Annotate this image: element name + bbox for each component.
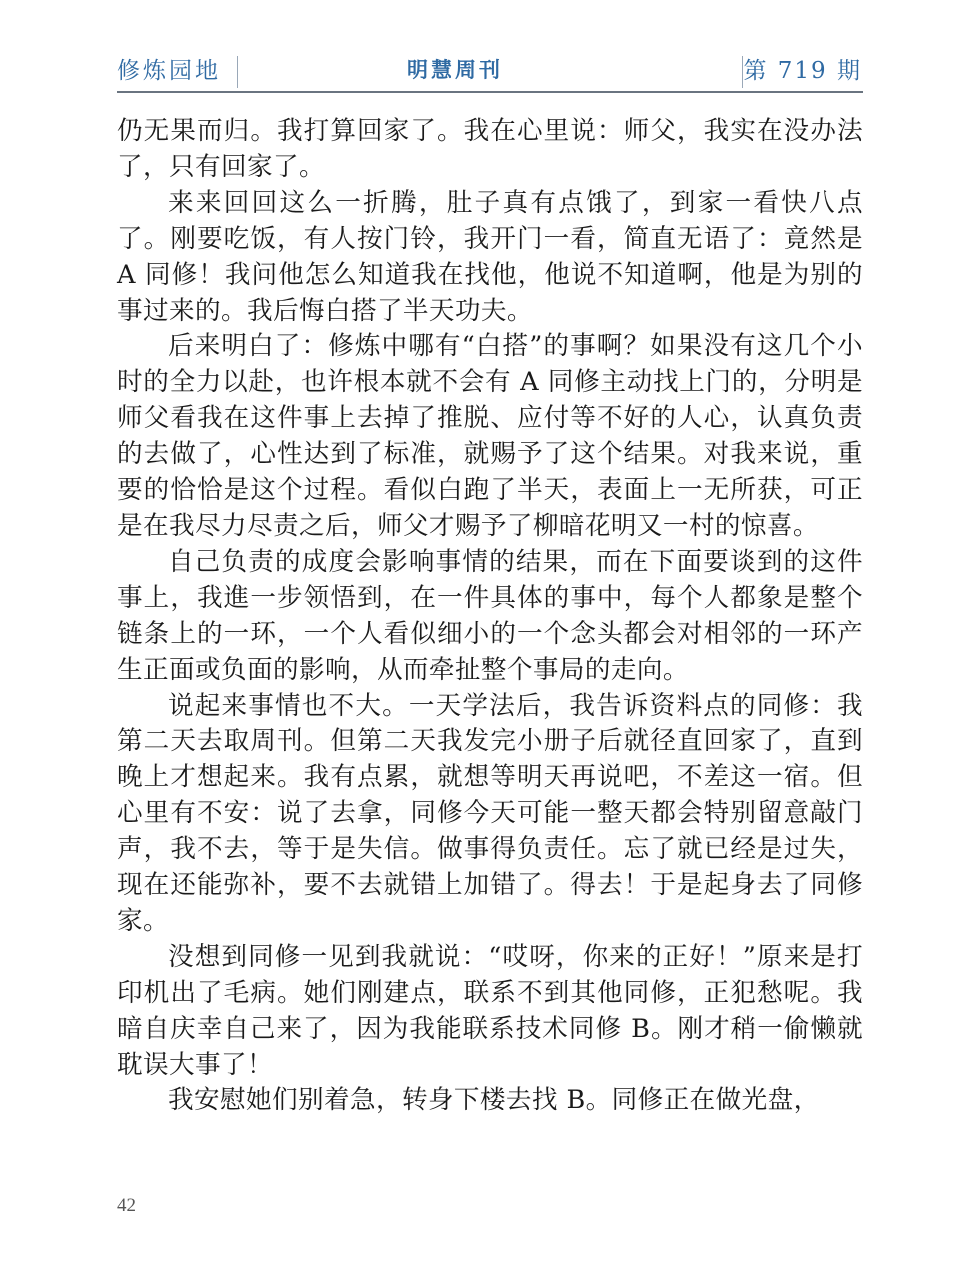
paragraph: 后来明白了：修炼中哪有“白搭”的事啊？如果没有这几个小时的全力以赴，也许根本就不会有 A 同修主动找上门的，分明是师父看我在这件事上去掉了推脱、应付等不好的人心，认真负责的去做了，心性达到了标准，就赐予了这个结果。对我来说，重要的恰恰是这个过程。看似白跑了半天，表面上一无所获，可正是在我尽力尽责之后，师父才赐予了柳暗花明又一村的惊喜。	[117, 331, 863, 541]
issue-number: 第 719 期	[743, 58, 862, 84]
header-rule	[117, 91, 863, 93]
header-divider-left	[237, 56, 238, 88]
page-number: 42	[117, 1195, 136, 1216]
paragraph: 自己负责的成度会影响事情的结果，而在下面要谈到的这件事上，我進一步领悟到，在一件具体的事中，每个人都象是整个链条上的一环，一个人看似细小的一个念头都会对相邻的一环产生正面或负面的影响，从而牵扯整个事局的走向。	[117, 546, 863, 685]
paragraph: 说起来事情也不大。一天学法后，我告诉资料点的同修：我第二天去取周刊。但第二天我发完小册子后就径直回家了，直到晚上才想起来。我有点累，就想等明天再说吧，不差这一宿。但心里有不安：说了去拿，同修今天可能一整天都会特别留意敲门声，我不去，等于是失信。做事得负责任。忘了就已经是过失，现在还能弥补，要不去就错上加错了。得去！于是起身去了同修家。	[117, 690, 863, 936]
paragraph: 我安慰她们别着急，转身下楼去找 B。同修正在做光盘，	[168, 1085, 820, 1116]
section-title: 修炼园地	[117, 58, 221, 84]
paragraph: 没想到同修一见到我就说：“哎呀，你来的正好！”原来是打印机出了毛病。她们刚建点，联系不到其他同修，正犯愁呢。我暗自庆幸自己来了，因为我能联系技术同修 B。刚才稍一偷懒就耽误大事了！	[117, 941, 863, 1080]
paragraph: 来来回回这么一折腾，肚子真有点饿了，到家一看快八点了。刚要吃饭，有人按门铃，我开门一看，简直无语了：竟然是 A 同修！我问他怎么知道我在找他，他说不知道啊，他是为别的事过来的。我后悔白搭了半天功夫。	[117, 187, 863, 326]
publication-title: 明慧周刊	[407, 58, 503, 82]
article-body	[117, 114, 863, 1119]
paragraph: 仍无果而归。我打算回家了。我在心里说：师父，我实在没办法了，只有回家了。	[117, 116, 863, 182]
page-header	[117, 50, 862, 92]
